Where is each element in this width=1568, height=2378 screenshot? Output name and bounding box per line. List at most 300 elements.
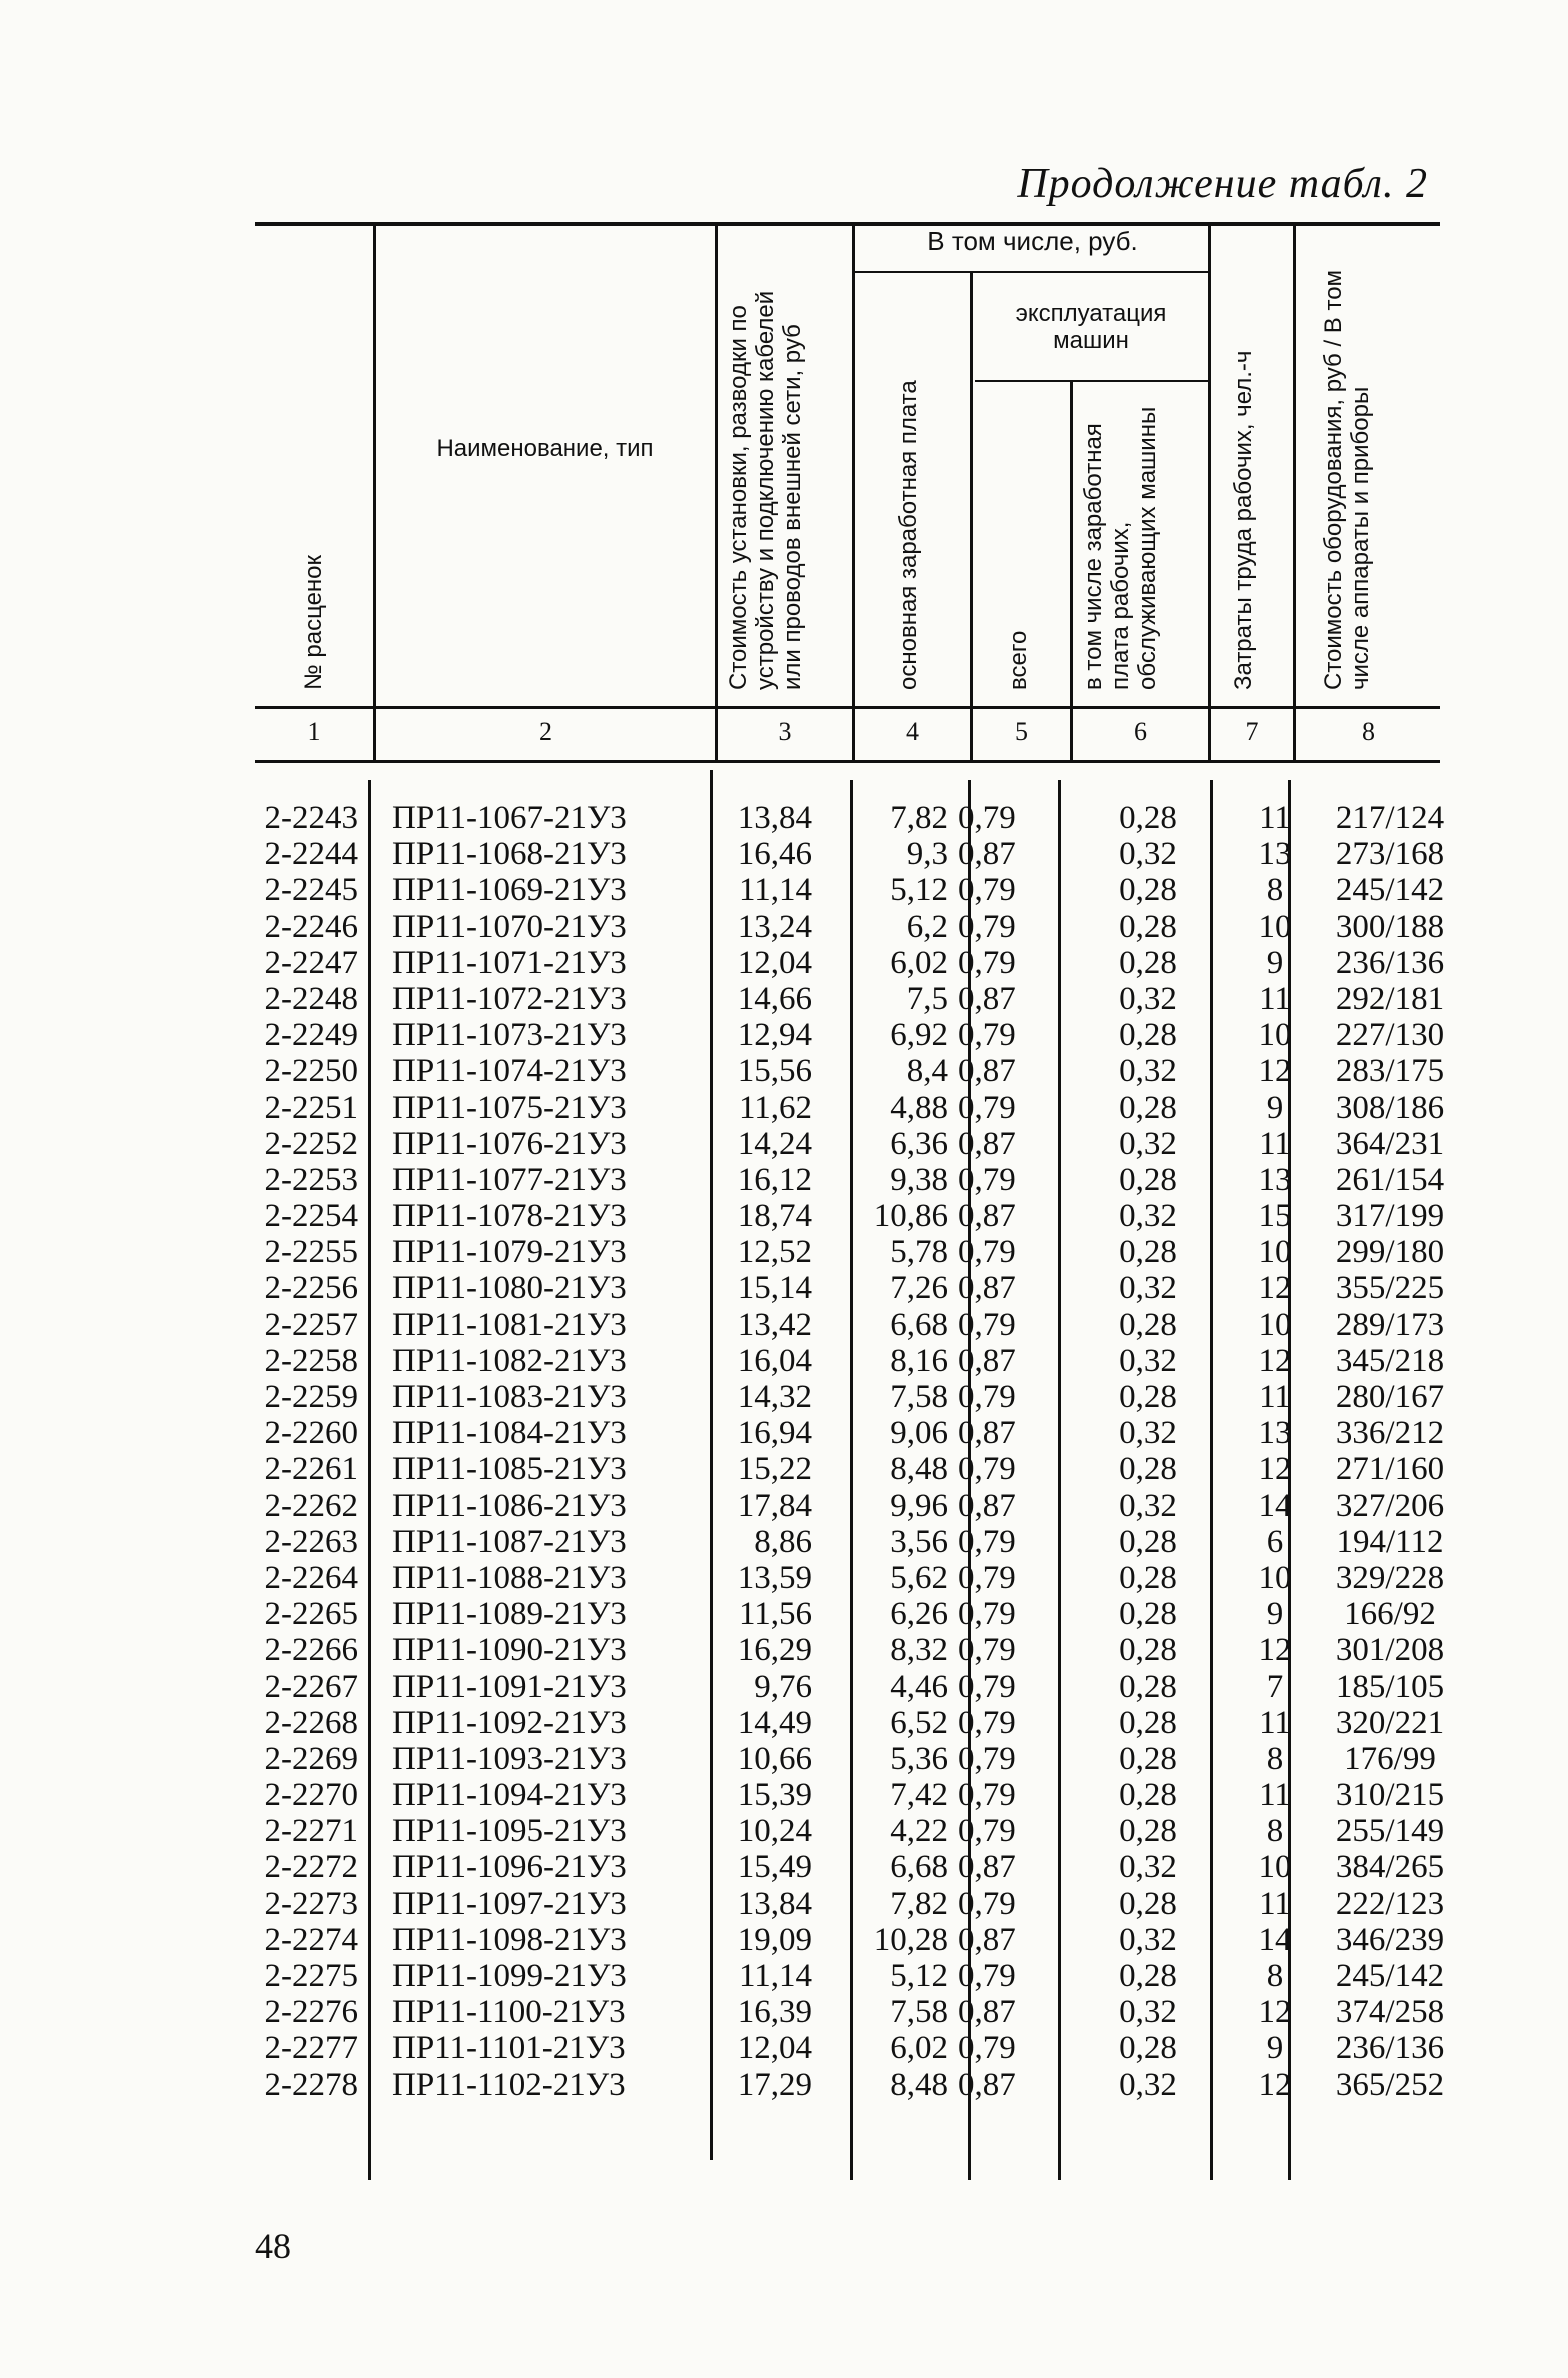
- table-cell-col2: ПР11-1099-21У3: [392, 1958, 627, 1994]
- group-rule-in-total: [855, 271, 1208, 273]
- table-cell-col7: 12: [1258, 1342, 1292, 1379]
- table-cell-col3: 11,14: [738, 872, 812, 909]
- table-cell-col7: 8: [1266, 1958, 1284, 1994]
- table-cell-col4: 6,68: [890, 1849, 948, 1886]
- table-row: [240, 1922, 1450, 1958]
- table-cell-col8: 384/265: [1335, 1849, 1445, 1886]
- table-cell-col8: 374/258: [1335, 1994, 1445, 2031]
- table-caption: Продолжение табл. 2: [1017, 161, 1428, 207]
- table-row: [240, 1234, 1450, 1270]
- table-cell-col3: 15,49: [737, 1849, 812, 1886]
- table-cell-col7: 9: [1266, 2030, 1284, 2067]
- table-cell-col4: 7,42: [890, 1777, 948, 1814]
- table-cell-col3: 11,56: [738, 1596, 812, 1633]
- header-vline-5: [1070, 380, 1073, 763]
- table-cell-col2: ПР11-1084-21У3: [392, 1415, 627, 1452]
- table-cell-col6: 0,32: [1119, 1198, 1177, 1235]
- table-cell-col4: 9,3: [906, 836, 948, 873]
- table-cell-col1: 2-2271: [264, 1813, 358, 1850]
- table-cell-col7: 8: [1266, 1813, 1284, 1850]
- table-cell-col3: 12,04: [737, 944, 812, 981]
- table-cell-col8: 176/99: [1344, 1740, 1436, 1777]
- table-cell-col4: 7,58: [890, 1994, 948, 2031]
- table-cell-col3: 16,12: [737, 1161, 812, 1198]
- table-cell-col1: 2-2256: [264, 1270, 358, 1307]
- table-cell-col7: 8: [1266, 872, 1284, 909]
- table-cell-col8: 255/149: [1335, 1813, 1445, 1850]
- header-vline-7: [1293, 226, 1296, 763]
- table-cell-col5: 0,79: [958, 1379, 1016, 1415]
- table-cell-col8: 317/199: [1335, 1198, 1445, 1235]
- colnum-7: 7: [1245, 717, 1259, 746]
- table-cell-col6: 0,28: [1119, 908, 1177, 945]
- table-cell-col5: 0,87: [958, 1198, 1016, 1235]
- table-cell-col7: 9: [1266, 944, 1284, 981]
- table-cell-col5: 0,79: [958, 1017, 1016, 1054]
- table-cell-col6: 0,28: [1119, 872, 1177, 909]
- table-cell-col3: 16,94: [737, 1415, 812, 1452]
- table-cell-col5: 0,79: [958, 1306, 1016, 1343]
- table-cell-col4: 7,5: [906, 980, 948, 1017]
- table-cell-col3: 13,84: [737, 1885, 812, 1922]
- table-cell-col7: 7: [1266, 1668, 1284, 1705]
- table-cell-col5: 0,79: [958, 1234, 1016, 1271]
- header-vline-4: [970, 271, 973, 763]
- colnum-2: 2: [539, 717, 552, 746]
- table-cell-col6: 0,28: [1119, 1632, 1177, 1669]
- colnum-8: 8: [1362, 717, 1375, 746]
- table-cell-col2: ПР11-1072-21У3: [392, 980, 627, 1017]
- header-vline-1: [373, 226, 376, 763]
- table-row: [240, 1090, 1450, 1126]
- table-cell-col2: ПР11-1078-21У3: [392, 1198, 627, 1235]
- table-cell-col7: 10: [1258, 1306, 1292, 1343]
- table-cell-col8: 336/212: [1335, 1415, 1445, 1452]
- table-row: [240, 1451, 1450, 1487]
- table-cell-col5: 0,87: [958, 1487, 1016, 1524]
- table-cell-col3: 8,86: [754, 1523, 812, 1560]
- table-row: [240, 1958, 1450, 1994]
- table-cell-col6: 0,32: [1119, 1849, 1177, 1886]
- header-group-in-total: В том числе, руб.: [927, 226, 1138, 256]
- table-cell-col6: 0,32: [1119, 1342, 1177, 1379]
- table-cell-col3: 10,66: [737, 1740, 812, 1777]
- table-cell-col6: 0,28: [1119, 1379, 1177, 1415]
- table-cell-col4: 10,28: [873, 1921, 948, 1958]
- table-cell-col4: 5,12: [890, 872, 948, 909]
- header-vline-2: [715, 226, 718, 763]
- table-cell-col1: 2-2250: [264, 1053, 358, 1090]
- table-row: [240, 1994, 1450, 2030]
- table-row: [240, 945, 1450, 981]
- table-cell-col7: 6: [1266, 1523, 1284, 1560]
- table-row: [240, 1198, 1450, 1234]
- table-cell-col6: 0,28: [1119, 1089, 1177, 1126]
- table-cell-col1: 2-2263: [264, 1523, 358, 1560]
- table-cell-col8: 300/188: [1335, 908, 1445, 945]
- table-cell-col7: 12: [1258, 1994, 1292, 2031]
- table-cell-col2: ПР11-1087-21У3: [392, 1523, 627, 1560]
- table-cell-col8: 236/136: [1335, 2030, 1445, 2067]
- colnum-5: 5: [1015, 717, 1028, 746]
- table-cell-col6: 0,32: [1119, 1415, 1177, 1452]
- table-cell-col1: 2-2278: [264, 2066, 358, 2103]
- table-cell-col3: 12,94: [737, 1017, 812, 1054]
- table-cell-col8: 301/208: [1335, 1632, 1445, 1669]
- table-cell-col5: 0,87: [958, 1342, 1016, 1379]
- table-cell-col8: 320/221: [1335, 1704, 1445, 1741]
- table-cell-col2: ПР11-1095-21У3: [392, 1813, 627, 1850]
- table-cell-col3: 12,04: [737, 2030, 812, 2067]
- table-cell-col3: 14,49: [737, 1704, 812, 1741]
- table-row: [240, 1343, 1450, 1379]
- table-cell-col8: 364/231: [1335, 1125, 1445, 1162]
- table-cell-col2: ПР11-1074-21У3: [392, 1053, 627, 1090]
- table-cell-col1: 2-2266: [264, 1632, 358, 1669]
- table-row: [240, 1488, 1450, 1524]
- table-row: [240, 1307, 1450, 1343]
- table-cell-col7: 11: [1259, 1885, 1291, 1922]
- table-cell-col3: 13,84: [737, 800, 812, 836]
- table-cell-col6: 0,28: [1119, 1161, 1177, 1198]
- table-cell-col1: 2-2274: [264, 1921, 358, 1958]
- table-cell-col2: ПР11-1096-21У3: [392, 1849, 627, 1886]
- table-cell-col3: 17,29: [737, 2066, 812, 2103]
- table-cell-col3: 16,39: [737, 1994, 812, 2031]
- table-cell-col8: 310/215: [1335, 1777, 1445, 1814]
- table-cell-col5: 0,87: [958, 1994, 1016, 2031]
- table-cell-col5: 0,87: [958, 1270, 1016, 1307]
- table-cell-col2: ПР11-1089-21У3: [392, 1596, 627, 1633]
- header-col8: Стоимость оборудования, руб / В том числе аппараты и приборы: [1320, 269, 1374, 690]
- table-cell-col1: 2-2243: [264, 800, 358, 836]
- table-cell-col4: 7,58: [890, 1379, 948, 1415]
- table-cell-col4: 4,46: [890, 1668, 948, 1705]
- table-cell-col1: 2-2268: [264, 1704, 358, 1741]
- header-vline-6: [1208, 226, 1211, 763]
- table-cell-col6: 0,28: [1119, 1777, 1177, 1814]
- table-cell-col5: 0,87: [958, 1415, 1016, 1452]
- table-cell-col8: 227/130: [1335, 1017, 1445, 1054]
- table-cell-col8: 236/136: [1335, 944, 1445, 981]
- table-cell-col7: 13: [1258, 836, 1292, 873]
- table-cell-col2: ПР11-1093-21У3: [392, 1740, 627, 1777]
- page-number: 48: [255, 2226, 291, 2266]
- table-cell-col8: 289/173: [1335, 1306, 1445, 1343]
- table-cell-col6: 0,32: [1119, 980, 1177, 1017]
- table-row: [240, 1415, 1450, 1451]
- table-cell-col5: 0,79: [958, 872, 1016, 909]
- table-cell-col8: 346/239: [1335, 1921, 1445, 1958]
- table-cell-col2: ПР11-1100-21У3: [392, 1994, 626, 2031]
- table-cell-col1: 2-2261: [264, 1451, 358, 1488]
- table-cell-col7: 10: [1258, 1849, 1292, 1886]
- table-cell-col5: 0,87: [958, 2066, 1016, 2103]
- table-cell-col6: 0,28: [1119, 1704, 1177, 1741]
- table-cell-col4: 7,82: [890, 800, 948, 836]
- table-cell-col1: 2-2269: [264, 1740, 358, 1777]
- table-cell-col5: 0,79: [958, 1632, 1016, 1669]
- table-cell-col7: 13: [1258, 1161, 1292, 1198]
- table-cell-col3: 14,66: [737, 980, 812, 1017]
- table-row: [240, 1596, 1450, 1632]
- table-cell-col4: 8,48: [890, 2066, 948, 2103]
- table-cell-col5: 0,79: [958, 1777, 1016, 1814]
- table-row: [240, 2030, 1450, 2066]
- table-cell-col4: 8,4: [906, 1053, 948, 1090]
- table-cell-col8: 245/142: [1335, 1958, 1445, 1994]
- table-cell-col2: ПР11-1101-21У3: [392, 2030, 626, 2067]
- table-cell-col1: 2-2275: [264, 1958, 358, 1994]
- table-cell-col6: 0,32: [1119, 2066, 1177, 2103]
- table-cell-col2: ПР11-1088-21У3: [392, 1559, 627, 1596]
- table-cell-col4: 6,92: [890, 1017, 948, 1054]
- table-cell-col6: 0,28: [1119, 1017, 1177, 1054]
- table-cell-col4: 5,36: [890, 1740, 948, 1777]
- table-cell-col2: ПР11-1073-21У3: [392, 1017, 627, 1054]
- table-cell-col4: 8,48: [890, 1451, 948, 1488]
- table-cell-col5: 0,87: [958, 1921, 1016, 1958]
- table-cell-col4: 7,82: [890, 1885, 948, 1922]
- table-cell-col5: 0,79: [958, 1559, 1016, 1596]
- table-cell-col1: 2-2251: [264, 1089, 358, 1126]
- table-cell-col3: 19,09: [737, 1921, 812, 1958]
- table-row: [240, 1669, 1450, 1705]
- table-cell-col2: ПР11-1077-21У3: [392, 1161, 627, 1198]
- table-row: [240, 1270, 1450, 1306]
- table-cell-col8: 217/124: [1335, 800, 1445, 836]
- table-cell-col3: 14,32: [737, 1379, 812, 1415]
- table-cell-col2: ПР11-1098-21У3: [392, 1921, 627, 1958]
- table-cell-col7: 10: [1258, 1017, 1292, 1054]
- table-cell-col5: 0,79: [958, 1161, 1016, 1198]
- table-row: [240, 1126, 1450, 1162]
- table-cell-col8: 345/218: [1335, 1342, 1445, 1379]
- table-cell-col7: 14: [1258, 1921, 1292, 1958]
- table-cell-col7: 10: [1258, 1559, 1292, 1596]
- table-cell-col2: ПР11-1102-21У3: [392, 2066, 626, 2103]
- table-cell-col8: 355/225: [1335, 1270, 1445, 1307]
- header-col1: № расценок: [300, 554, 327, 690]
- table-cell-col3: 13,42: [737, 1306, 812, 1343]
- table-cell-col4: 5,62: [890, 1559, 948, 1596]
- colnum-4: 4: [906, 717, 919, 746]
- header-col3: Стоимость установки, разводки по устройству и подключению кабелей или проводов внешней сети, руб: [725, 290, 806, 690]
- table-cell-col1: 2-2249: [264, 1017, 358, 1054]
- table-cell-col4: 4,22: [890, 1813, 948, 1850]
- table-cell-col8: 222/123: [1335, 1885, 1445, 1922]
- table-cell-col1: 2-2246: [264, 908, 358, 945]
- table-cell-col2: ПР11-1097-21У3: [392, 1885, 627, 1922]
- colnum-6: 6: [1134, 717, 1147, 746]
- table-cell-col3: 15,56: [737, 1053, 812, 1090]
- table-cell-col8: 283/175: [1335, 1053, 1445, 1090]
- table-cell-col5: 0,79: [958, 1885, 1016, 1922]
- table-cell-col7: 12: [1258, 1632, 1292, 1669]
- table-cell-col8: 299/180: [1335, 1234, 1445, 1271]
- table-cell-col6: 0,32: [1119, 1125, 1177, 1162]
- table-cell-col8: 329/228: [1335, 1559, 1445, 1596]
- table-cell-col8: 261/154: [1335, 1161, 1445, 1198]
- header-col2: Наименование, тип: [436, 435, 654, 462]
- table-cell-col8: 194/112: [1336, 1523, 1444, 1560]
- table-cell-col1: 2-2260: [264, 1415, 358, 1452]
- table-cell-col5: 0,87: [958, 1053, 1016, 1090]
- table-cell-col6: 0,28: [1119, 2030, 1177, 2067]
- table-cell-col4: 6,26: [890, 1596, 948, 1633]
- table-row: [240, 1524, 1450, 1560]
- header-col4: основная заработная плата: [895, 380, 922, 690]
- table-cell-col1: 2-2244: [264, 836, 358, 873]
- table-cell-col7: 11: [1259, 1125, 1291, 1162]
- table-row: [240, 1886, 1450, 1922]
- table-row: [240, 1632, 1450, 1668]
- table-cell-col3: 15,14: [737, 1270, 812, 1307]
- table-cell-col6: 0,32: [1119, 836, 1177, 873]
- table-cell-col4: 5,12: [890, 1958, 948, 1994]
- table-cell-col3: 15,22: [737, 1451, 812, 1488]
- table-cell-col2: ПР11-1092-21У3: [392, 1704, 627, 1741]
- table-cell-col1: 2-2258: [264, 1342, 358, 1379]
- table-cell-col8: 292/181: [1335, 980, 1445, 1017]
- table-cell-col6: 0,32: [1119, 1921, 1177, 1958]
- table-cell-col7: 11: [1259, 800, 1291, 836]
- table-cell-col2: ПР11-1094-21У3: [392, 1777, 627, 1814]
- table-cell-col8: 166/92: [1344, 1596, 1436, 1633]
- table-cell-col5: 0,79: [958, 1958, 1016, 1994]
- table-cell-col7: 11: [1259, 1777, 1291, 1814]
- table-cell-col8: 308/186: [1335, 1089, 1445, 1126]
- table-cell-col2: ПР11-1086-21У3: [392, 1487, 627, 1524]
- table-cell-col4: 9,38: [890, 1161, 948, 1198]
- table-cell-col7: 12: [1258, 1053, 1292, 1090]
- table-cell-col2: ПР11-1068-21У3: [392, 836, 627, 873]
- colnum-3: 3: [778, 717, 792, 746]
- table-cell-col7: 13: [1258, 1415, 1292, 1452]
- table-cell-col8: 245/142: [1335, 872, 1445, 909]
- table-cell-col7: 15: [1258, 1198, 1292, 1235]
- table-cell-col2: ПР11-1076-21У3: [392, 1125, 627, 1162]
- table-cell-col5: 0,79: [958, 1740, 1016, 1777]
- table-cell-col3: 15,39: [737, 1777, 812, 1814]
- header-vline-3: [852, 226, 855, 763]
- table-cell-col1: 2-2277: [264, 2030, 358, 2067]
- table-cell-col1: 2-2253: [264, 1161, 358, 1198]
- table-cell-col3: 12,52: [737, 1234, 812, 1271]
- table-cell-col1: 2-2259: [264, 1379, 358, 1415]
- table-cell-col5: 0,79: [958, 1089, 1016, 1126]
- table-cell-col4: 9,06: [890, 1415, 948, 1452]
- table-cell-col2: ПР11-1081-21У3: [392, 1306, 627, 1343]
- table-cell-col7: 12: [1258, 1270, 1292, 1307]
- table-cell-col3: 9,76: [754, 1668, 812, 1705]
- table-cell-col7: 12: [1258, 2066, 1292, 2103]
- table-row: [240, 1741, 1450, 1777]
- table-row: [240, 1053, 1450, 1089]
- table-cell-col4: 10,86: [873, 1198, 948, 1235]
- table-cell-col3: 18,74: [737, 1198, 812, 1235]
- table-cell-col5: 0,87: [958, 1125, 1016, 1162]
- table-cell-col6: 0,28: [1119, 1523, 1177, 1560]
- header-col6: в том числе заработная плата рабочих, обслуживающих машины: [1080, 406, 1161, 690]
- table-cell-col2: ПР11-1082-21У3: [392, 1342, 627, 1379]
- table-top-rule: [255, 222, 1440, 226]
- table-cell-col3: 11,14: [738, 1958, 812, 1994]
- table-cell-col1: 2-2270: [264, 1777, 358, 1814]
- table-cell-col6: 0,32: [1119, 1053, 1177, 1090]
- table-cell-col8: 271/160: [1335, 1451, 1445, 1488]
- table-cell-col4: 9,96: [890, 1487, 948, 1524]
- table-cell-col1: 2-2265: [264, 1596, 358, 1633]
- table-cell-col5: 0,79: [958, 1451, 1016, 1488]
- table-cell-col2: ПР11-1091-21У3: [392, 1668, 627, 1705]
- table-cell-col8: 365/252: [1335, 2066, 1445, 2103]
- table-body: [240, 800, 1450, 2103]
- table-cell-col6: 0,28: [1119, 1451, 1177, 1488]
- header-col5: всего: [1005, 630, 1032, 690]
- table-cell-col6: 0,32: [1119, 1487, 1177, 1524]
- table-cell-col2: ПР11-1070-21У3: [392, 908, 627, 945]
- header-col7: Затраты труда рабочих, чел.-ч: [1230, 350, 1257, 690]
- table-cell-col3: 11,62: [738, 1089, 812, 1126]
- table-row: [240, 1849, 1450, 1885]
- table-cell-col6: 0,28: [1119, 1234, 1177, 1271]
- table-cell-col4: 5,78: [890, 1234, 948, 1271]
- table-cell-col1: 2-2245: [264, 872, 358, 909]
- table-cell-col1: 2-2264: [264, 1559, 358, 1596]
- table-cell-col7: 10: [1258, 1234, 1292, 1271]
- colnum-1: 1: [307, 717, 321, 746]
- table-row: [240, 1017, 1450, 1053]
- table-cell-col8: 327/206: [1335, 1487, 1445, 1524]
- table-cell-col6: 0,28: [1119, 944, 1177, 981]
- table-cell-col5: 0,87: [958, 980, 1016, 1017]
- table-cell-col6: 0,28: [1119, 1885, 1177, 1922]
- table-cell-col1: 2-2273: [264, 1885, 358, 1922]
- table-cell-col5: 0,79: [958, 1813, 1016, 1850]
- table-cell-col5: 0,79: [958, 944, 1016, 981]
- table-cell-col4: 4,88: [890, 1089, 948, 1126]
- table-cell-col7: 9: [1266, 1596, 1284, 1633]
- table-cell-col4: 6,52: [890, 1704, 948, 1741]
- table-row: [240, 981, 1450, 1017]
- table-row: [240, 2067, 1450, 2103]
- group-rule-machines: [975, 380, 1208, 382]
- table-row: [240, 836, 1450, 872]
- table-cell-col8: 273/168: [1335, 836, 1445, 873]
- table-cell-col7: 10: [1258, 908, 1292, 945]
- table-cell-col4: 7,26: [890, 1270, 948, 1307]
- table-cell-col5: 0,79: [958, 1668, 1016, 1705]
- table-cell-col2: ПР11-1075-21У3: [392, 1089, 627, 1126]
- table-row: [240, 1560, 1450, 1596]
- table-cell-col1: 2-2247: [264, 944, 358, 981]
- table-cell-col6: 0,28: [1119, 1559, 1177, 1596]
- table-cell-col7: 14: [1258, 1487, 1292, 1524]
- table-cell-col1: 2-2276: [264, 1994, 358, 2031]
- table-cell-col5: 0,79: [958, 800, 1016, 836]
- table-cell-col1: 2-2262: [264, 1487, 358, 1524]
- table-cell-col6: 0,28: [1119, 1958, 1177, 1994]
- table-cell-col7: 9: [1266, 1089, 1284, 1126]
- table-cell-col2: ПР11-1079-21У3: [392, 1234, 627, 1271]
- table-cell-col3: 10,24: [737, 1813, 812, 1850]
- table-cell-col6: 0,28: [1119, 1668, 1177, 1705]
- table-cell-col7: 11: [1259, 1379, 1291, 1415]
- table-row: [240, 1379, 1450, 1415]
- table-cell-col1: 2-2254: [264, 1198, 358, 1235]
- table-cell-col2: ПР11-1083-21У3: [392, 1379, 627, 1415]
